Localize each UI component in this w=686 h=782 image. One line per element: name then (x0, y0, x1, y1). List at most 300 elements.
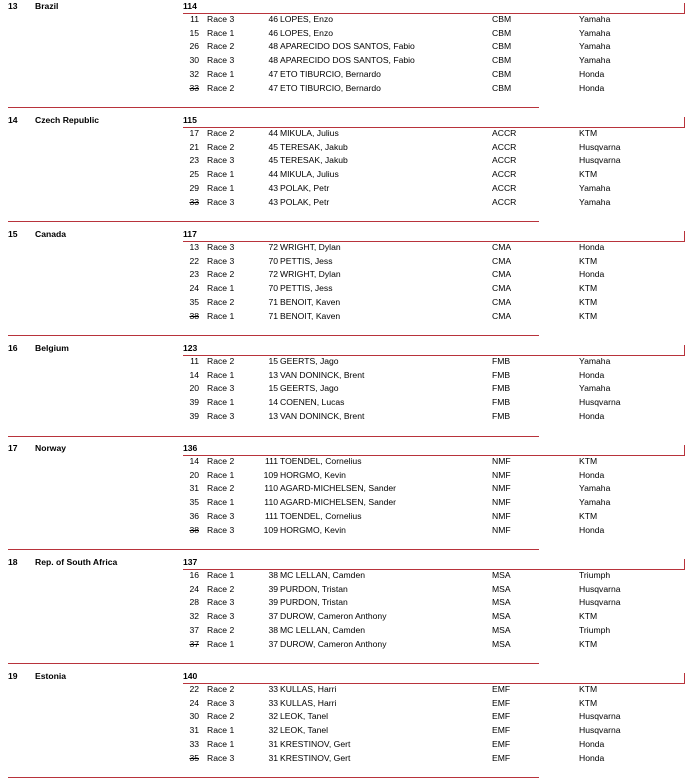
rider-name: DUROW, Cameron Anthony (280, 611, 387, 622)
result-row (0, 370, 686, 383)
footer-rule (8, 549, 539, 550)
rider-number: 38 (268, 624, 278, 635)
result-race: Race 3 (207, 242, 235, 252)
rider-federation: EMF (492, 725, 511, 736)
team-country: Rep. of South Africa (35, 557, 118, 567)
rider-name: LEOK, Tanel (280, 725, 329, 736)
team-country: Estonia (35, 671, 67, 681)
rider-number: 46 (268, 27, 278, 38)
rider-name: KRESTINOV, Gert (280, 752, 351, 763)
rider-federation: MSA (492, 638, 511, 649)
rider-federation: NMF (492, 483, 511, 494)
result-points: 23 (189, 155, 199, 166)
rider-brand: KTM (579, 283, 598, 294)
rider-name: GEERTS, Jago (280, 383, 339, 394)
team-rank: 14 (8, 115, 18, 125)
result-row (0, 470, 686, 483)
result-race: Race 3 (207, 524, 235, 535)
rider-brand: Honda (579, 469, 605, 480)
result-row (0, 155, 686, 168)
rider-federation: FMB (492, 369, 511, 380)
rider-number: 31 (268, 752, 278, 763)
rider-brand: Husqvarna (579, 397, 621, 408)
team-rank: 18 (8, 557, 18, 567)
rider-federation: MSA (492, 624, 511, 635)
result-points: 11 (190, 356, 199, 366)
rider-brand: Honda (579, 738, 605, 749)
result-points: 11 (190, 14, 199, 24)
rider-number: 44 (268, 169, 278, 180)
result-race: Race 1 (207, 283, 235, 294)
rider-federation: CMA (492, 283, 512, 294)
result-race: Race 1 (207, 725, 235, 736)
result-row (0, 28, 686, 41)
result-points: 30 (189, 711, 199, 722)
rider-federation: CMA (492, 269, 512, 280)
rider-number: 13 (268, 410, 278, 421)
result-race: Race 2 (207, 583, 235, 594)
header-rule-tick (684, 445, 685, 455)
rider-number: 33 (268, 684, 278, 694)
result-points: 13 (189, 242, 199, 252)
result-race: Race 1 (207, 68, 235, 79)
result-points: 31 (189, 725, 199, 736)
rider-number: 37 (268, 638, 278, 649)
header-rule-tick (684, 345, 685, 355)
result-race: Race 3 (207, 510, 235, 521)
rider-brand: Yamaha (579, 182, 611, 193)
result-row (0, 283, 686, 296)
team-rank: 19 (8, 671, 18, 681)
rider-number: 37 (268, 611, 278, 622)
result-points: 24 (189, 283, 199, 294)
team-total: 117 (183, 229, 197, 239)
result-points: 21 (189, 141, 199, 152)
rider-brand: Honda (579, 410, 605, 421)
rider-federation: EMF (492, 684, 511, 694)
rider-federation: CBM (492, 55, 512, 66)
rider-name: BENOIT, Kaven (280, 296, 341, 307)
result-race: Race 1 (207, 27, 235, 38)
rider-brand: Husqvarna (579, 583, 621, 594)
rider-number: 109 (263, 469, 278, 480)
rider-federation: ACCR (492, 182, 517, 193)
rider-number: 33 (268, 697, 278, 708)
rider-name: MC LELLAN, Camden (280, 624, 366, 635)
result-race: Race 3 (207, 752, 235, 763)
result-race: Race 1 (207, 397, 235, 408)
rider-name: HORGMO, Kevin (280, 524, 346, 535)
result-points: 14 (189, 369, 199, 380)
header-rule-tick (684, 673, 685, 683)
rider-number: 72 (268, 242, 278, 252)
result-points: 38 (189, 310, 199, 321)
result-row (0, 269, 686, 282)
rider-brand: Husqvarna (579, 711, 621, 722)
rider-brand: Triumph (579, 570, 611, 580)
rider-brand: KTM (579, 310, 598, 321)
result-points: 14 (189, 456, 199, 466)
result-race: Race 1 (207, 469, 235, 480)
rider-brand: KTM (579, 296, 598, 307)
rider-brand: Yamaha (579, 497, 611, 508)
rider-name: AGARD-MICHELSEN, Sander (280, 483, 397, 494)
result-race: Race 3 (207, 55, 235, 66)
header-rule-tick (684, 117, 685, 127)
rider-number: 43 (268, 182, 278, 193)
rider-name: PETTIS, Jess (280, 255, 333, 266)
rider-brand: Yamaha (579, 27, 611, 38)
team-rank: 15 (8, 229, 18, 239)
footer-rule (8, 436, 539, 437)
result-points: 22 (189, 684, 199, 694)
rider-name: TERESAK, Jakub (280, 141, 348, 152)
rider-name: PURDON, Tristan (280, 583, 348, 594)
result-points: 24 (189, 583, 199, 594)
rider-federation: NMF (492, 497, 511, 508)
rider-number: 70 (268, 255, 278, 266)
rider-federation: FMB (492, 356, 511, 366)
rider-federation: ACCR (492, 155, 517, 166)
rider-brand: Honda (579, 524, 605, 535)
result-points: 30 (189, 55, 199, 66)
result-row (0, 297, 686, 310)
rider-brand: Honda (579, 82, 605, 93)
rider-name: ETO TIBURCIO, Bernardo (280, 82, 381, 93)
rider-number: 48 (268, 55, 278, 66)
result-race: Race 1 (207, 369, 235, 380)
rider-number: 14 (268, 397, 278, 408)
result-race: Race 2 (207, 684, 235, 694)
rider-federation: CBM (492, 14, 512, 24)
result-row (0, 497, 686, 510)
rider-brand: Honda (579, 752, 605, 763)
rider-brand: KTM (579, 255, 598, 266)
rider-federation: CBM (492, 82, 512, 93)
rider-brand: Yamaha (579, 14, 611, 24)
result-race: Race 1 (207, 169, 235, 180)
result-row (0, 41, 686, 54)
result-row (0, 483, 686, 496)
rider-name: WRIGHT, Dylan (280, 242, 341, 252)
result-row (0, 128, 686, 141)
result-row (0, 698, 686, 711)
rider-number: 47 (268, 68, 278, 79)
result-race: Race 2 (207, 269, 235, 280)
rider-brand: KTM (579, 684, 598, 694)
result-points: 24 (189, 697, 199, 708)
result-points: 25 (189, 169, 199, 180)
result-row (0, 739, 686, 752)
result-race: Race 2 (207, 41, 235, 52)
rider-federation: MSA (492, 583, 511, 594)
rider-brand: KTM (579, 169, 598, 180)
rider-name: APARECIDO DOS SANTOS, Fabio (280, 55, 415, 66)
rider-brand: Yamaha (579, 196, 611, 207)
result-row (0, 142, 686, 155)
result-points: 39 (189, 397, 199, 408)
rider-number: 45 (268, 141, 278, 152)
rider-federation: FMB (492, 410, 511, 421)
result-points: 38 (189, 524, 199, 535)
rider-name: WRIGHT, Dylan (280, 269, 341, 280)
result-row (0, 242, 686, 255)
rider-number: 31 (268, 738, 278, 749)
team-total: 140 (183, 671, 198, 681)
team-rank: 13 (8, 1, 18, 11)
result-race: Race 2 (207, 141, 235, 152)
result-points: 33 (189, 196, 199, 207)
result-race: Race 2 (207, 356, 235, 366)
rider-brand: Yamaha (579, 356, 611, 366)
rider-number: 32 (268, 725, 278, 736)
result-race: Race 1 (207, 738, 235, 749)
result-row (0, 183, 686, 196)
footer-rule (8, 777, 539, 778)
team-rank: 16 (8, 343, 18, 353)
team-rank: 17 (8, 443, 18, 453)
result-row (0, 69, 686, 82)
result-race: Race 1 (207, 638, 235, 649)
rider-brand: Yamaha (579, 383, 611, 394)
rider-federation: EMF (492, 738, 511, 749)
result-race: Race 3 (207, 383, 235, 394)
team-total: 137 (183, 557, 198, 567)
rider-number: 39 (268, 597, 278, 608)
rider-number: 111 (264, 510, 278, 521)
rider-name: LOPES, Enzo (280, 14, 334, 24)
result-race: Race 2 (207, 456, 235, 466)
rider-federation: ACCR (492, 169, 517, 180)
rider-name: POLAK, Petr (280, 196, 330, 207)
rider-number: 45 (268, 155, 278, 166)
rider-number: 48 (268, 41, 278, 52)
rider-name: HORGMO, Kevin (280, 469, 346, 480)
rider-federation: MSA (492, 611, 511, 622)
rider-number: 43 (268, 196, 278, 207)
rider-number: 72 (268, 269, 278, 280)
result-points: 28 (189, 597, 199, 608)
rider-name: VAN DONINCK, Brent (280, 369, 365, 380)
result-points: 33 (189, 82, 199, 93)
rider-brand: Yamaha (579, 55, 611, 66)
rider-federation: MSA (492, 597, 511, 608)
rider-brand: KTM (579, 638, 598, 649)
rider-federation: ACCR (492, 141, 517, 152)
result-points: 35 (189, 752, 199, 763)
result-row (0, 511, 686, 524)
rider-federation: NMF (492, 456, 511, 466)
rider-federation: CBM (492, 27, 512, 38)
rider-name: AGARD-MICHELSEN, Sander (280, 497, 397, 508)
rider-brand: KTM (579, 510, 598, 521)
result-points: 36 (189, 510, 199, 521)
rider-name: LOPES, Enzo (280, 27, 334, 38)
result-points: 15 (189, 27, 199, 38)
result-row (0, 55, 686, 68)
result-row (0, 584, 686, 597)
rider-name: MIKULA, Julius (280, 169, 339, 180)
team-country: Czech Republic (35, 115, 99, 125)
header-rule-tick (684, 3, 685, 13)
rider-federation: ACCR (492, 128, 517, 138)
result-race: Race 2 (207, 711, 235, 722)
result-row (0, 625, 686, 638)
result-points: 31 (189, 483, 199, 494)
rider-brand: Husqvarna (579, 725, 621, 736)
footer-rule (8, 663, 539, 664)
result-race: Race 2 (207, 128, 235, 138)
rider-name: BENOIT, Kaven (280, 310, 341, 321)
header-rule-tick (684, 559, 685, 569)
result-race: Race 3 (207, 196, 235, 207)
rider-federation: CMA (492, 255, 512, 266)
result-points: 35 (189, 497, 199, 508)
rider-name: TOENDEL, Cornelius (280, 456, 362, 466)
rider-number: 110 (264, 497, 278, 508)
result-points: 20 (189, 469, 199, 480)
rider-name: GEERTS, Jago (280, 356, 339, 366)
rider-brand: Husqvarna (579, 141, 621, 152)
result-row (0, 83, 686, 96)
rider-number: 39 (268, 583, 278, 594)
rider-name: MIKULA, Julius (280, 128, 339, 138)
result-points: 20 (189, 383, 199, 394)
rider-number: 32 (268, 711, 278, 722)
result-row (0, 597, 686, 610)
result-race: Race 1 (207, 570, 235, 580)
rider-brand: Husqvarna (579, 155, 621, 166)
team-total: 136 (183, 443, 198, 453)
rider-number: 111 (264, 456, 278, 466)
result-row (0, 684, 686, 697)
rider-federation: CMA (492, 296, 512, 307)
rider-federation: EMF (492, 711, 511, 722)
rider-name: KRESTINOV, Gert (280, 738, 351, 749)
result-points: 37 (189, 638, 199, 649)
result-row (0, 197, 686, 210)
rider-federation: CMA (492, 242, 512, 252)
result-race: Race 3 (207, 155, 235, 166)
rider-brand: Honda (579, 68, 605, 79)
result-points: 33 (189, 738, 199, 749)
rider-name: COENEN, Lucas (280, 397, 345, 408)
rider-name: TOENDEL, Cornelius (280, 510, 362, 521)
rider-federation: CBM (492, 41, 512, 52)
result-row (0, 725, 686, 738)
rider-name: KULLAS, Harri (280, 697, 337, 708)
rider-federation: ACCR (492, 196, 517, 207)
rider-federation: NMF (492, 469, 511, 480)
team-country: Brazil (35, 1, 59, 11)
rider-number: 13 (268, 369, 278, 380)
rider-number: 47 (268, 82, 278, 93)
result-row (0, 753, 686, 766)
rider-brand: Yamaha (579, 41, 611, 52)
footer-rule (8, 221, 539, 222)
rider-brand: KTM (579, 128, 598, 138)
result-points: 17 (189, 128, 199, 138)
result-row (0, 311, 686, 324)
rider-number: 38 (268, 570, 278, 580)
rider-federation: CBM (492, 68, 512, 79)
result-row (0, 711, 686, 724)
rider-federation: NMF (492, 524, 511, 535)
rider-number: 15 (268, 383, 278, 394)
result-race: Race 2 (207, 483, 235, 494)
rider-number: 46 (268, 14, 278, 24)
result-race: Race 3 (207, 697, 235, 708)
result-points: 39 (189, 410, 199, 421)
result-points: 29 (189, 182, 199, 193)
result-row (0, 525, 686, 538)
result-row (0, 397, 686, 410)
rider-federation: EMF (492, 697, 511, 708)
team-total: 123 (183, 343, 198, 353)
result-race: Race 2 (207, 624, 235, 635)
result-race: Race 2 (207, 296, 235, 307)
rider-name: ETO TIBURCIO, Bernardo (280, 68, 381, 79)
rider-brand: Triumph (579, 624, 611, 635)
result-race: Race 3 (207, 597, 235, 608)
team-total: 114 (183, 1, 197, 11)
result-row (0, 383, 686, 396)
result-row (0, 256, 686, 269)
rider-brand: Husqvarna (579, 597, 621, 608)
rider-federation: MSA (492, 570, 511, 580)
rider-name: MC LELLAN, Camden (280, 570, 366, 580)
result-race: Race 3 (207, 14, 235, 24)
result-points: 26 (189, 41, 199, 52)
result-race: Race 1 (207, 497, 235, 508)
result-points: 32 (189, 68, 199, 79)
footer-rule (8, 335, 539, 336)
rider-brand: KTM (579, 697, 598, 708)
result-race: Race 3 (207, 611, 235, 622)
rider-federation: FMB (492, 397, 511, 408)
team-country: Belgium (35, 343, 69, 353)
header-rule-tick (684, 231, 685, 241)
rider-federation: NMF (492, 510, 511, 521)
result-row (0, 611, 686, 624)
rider-number: 110 (264, 483, 278, 494)
rider-brand: Honda (579, 269, 605, 280)
result-row (0, 411, 686, 424)
rider-name: POLAK, Petr (280, 182, 330, 193)
rider-name: PURDON, Tristan (280, 597, 348, 608)
result-row (0, 356, 686, 369)
rider-name: APARECIDO DOS SANTOS, Fabio (280, 41, 415, 52)
result-points: 37 (189, 624, 199, 635)
result-race: Race 2 (207, 82, 235, 93)
result-row (0, 456, 686, 469)
rider-brand: Yamaha (579, 483, 611, 494)
team-country: Canada (35, 229, 67, 239)
rider-number: 71 (268, 310, 278, 321)
rider-name: DUROW, Cameron Anthony (280, 638, 387, 649)
rider-name: LEOK, Tanel (280, 711, 329, 722)
result-race: Race 3 (207, 255, 235, 266)
rider-number: 15 (268, 356, 278, 366)
result-points: 32 (189, 611, 199, 622)
result-points: 35 (189, 296, 199, 307)
rider-number: 109 (263, 524, 278, 535)
rider-number: 44 (268, 128, 278, 138)
rider-federation: EMF (492, 752, 511, 763)
result-row (0, 639, 686, 652)
result-race: Race 1 (207, 182, 235, 193)
rider-brand: KTM (579, 611, 598, 622)
